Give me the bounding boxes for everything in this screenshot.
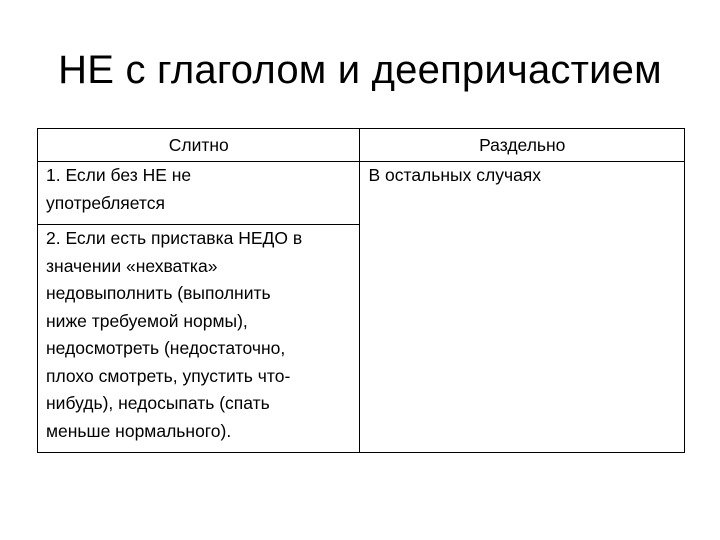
rule-1-cell bbox=[38, 162, 360, 225]
page-title: НЕ с глаголом и деепричастием bbox=[58, 48, 662, 92]
header-separate: Раздельно bbox=[360, 129, 685, 162]
rule-2-line: значении «нехватка» bbox=[46, 255, 218, 276]
rule-2-line: недовыполнить (выполнить bbox=[46, 283, 271, 303]
rule-2-cell bbox=[38, 225, 360, 453]
rule-2-line: плохо смотреть, упустить что- bbox=[46, 365, 291, 386]
rule-2-line: нибудь), недосыпать (спать bbox=[46, 393, 270, 413]
header-row bbox=[38, 129, 685, 162]
rule-2-line: меньше нормального). bbox=[46, 420, 232, 441]
header-together: Слитно bbox=[38, 129, 360, 162]
separate-rule-cell bbox=[360, 162, 685, 453]
rule-1-line: 1. Если без НЕ не bbox=[46, 165, 192, 185]
rule-2-line: 2. Если есть приставка НЕДО в bbox=[46, 228, 303, 248]
rule-2-line: ниже требуемой нормы), bbox=[46, 310, 248, 331]
rules-table bbox=[37, 128, 685, 453]
table-row bbox=[38, 162, 685, 225]
separate-rule-text: В остальных случаях bbox=[368, 165, 542, 185]
rule-2-line: недосмотреть (недостаточно, bbox=[46, 338, 286, 358]
rule-1-line: употребляется bbox=[46, 192, 165, 213]
